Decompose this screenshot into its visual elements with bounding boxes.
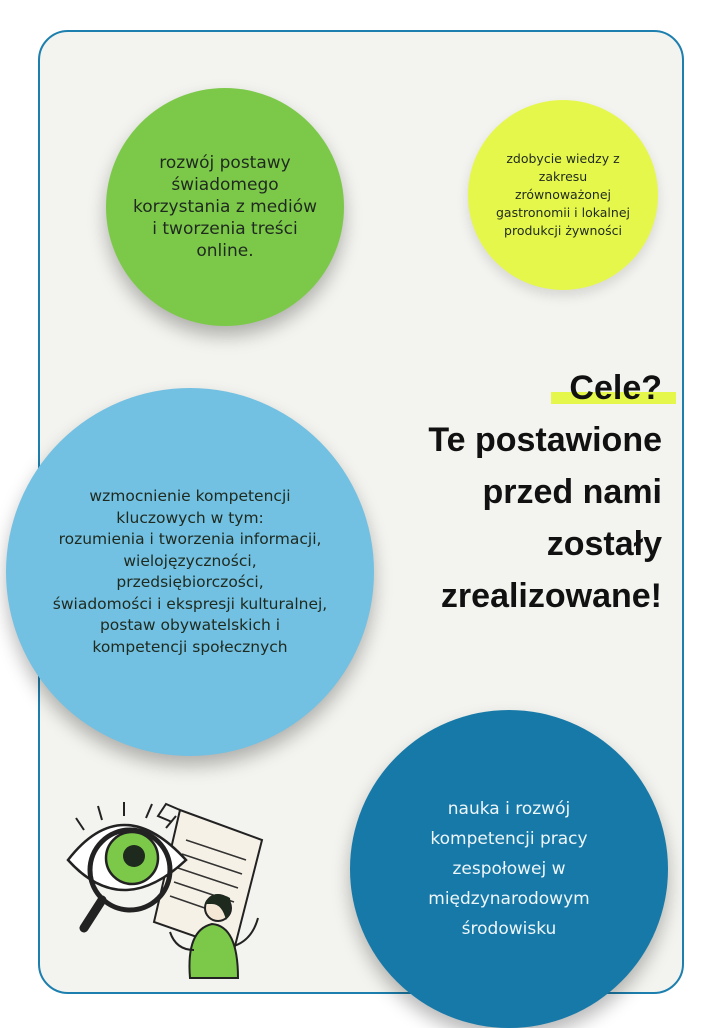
goal-teamwork-text: nauka i rozwój kompetencji pracy zespołowej w międzynarodowym środowisku [428,799,590,939]
goal-competences-text: wzmocnienie kompetencji kluczowych w tym: rozumienia i tworzenia informacji, wielojęzyczności, przedsiębiorczości, świadomości i ekspresji kulturalnej, postaw obywatelskich i kompetencji społecznych [52,487,328,656]
goal-media-text: rozwój postawy świadomego korzystania z mediów i tworzenia treści online. [132,153,318,261]
magnifier-eye-document-illustration [62,800,282,980]
goal-circle-teamwork [350,710,668,1028]
goal-circle-media [106,88,344,326]
headline [332,362,662,622]
goal-circle-gastronomy [468,100,658,290]
headline-statement: Te postawione przed nami zostały zrealizowane! [428,421,662,615]
goal-gastronomy-text: zdobycie wiedzy z zakresu zrównoważonej gastronomii i lokalnej produkcji żywności [496,151,630,238]
headline-question: Cele? [569,362,662,414]
goal-circle-competences [6,388,374,756]
